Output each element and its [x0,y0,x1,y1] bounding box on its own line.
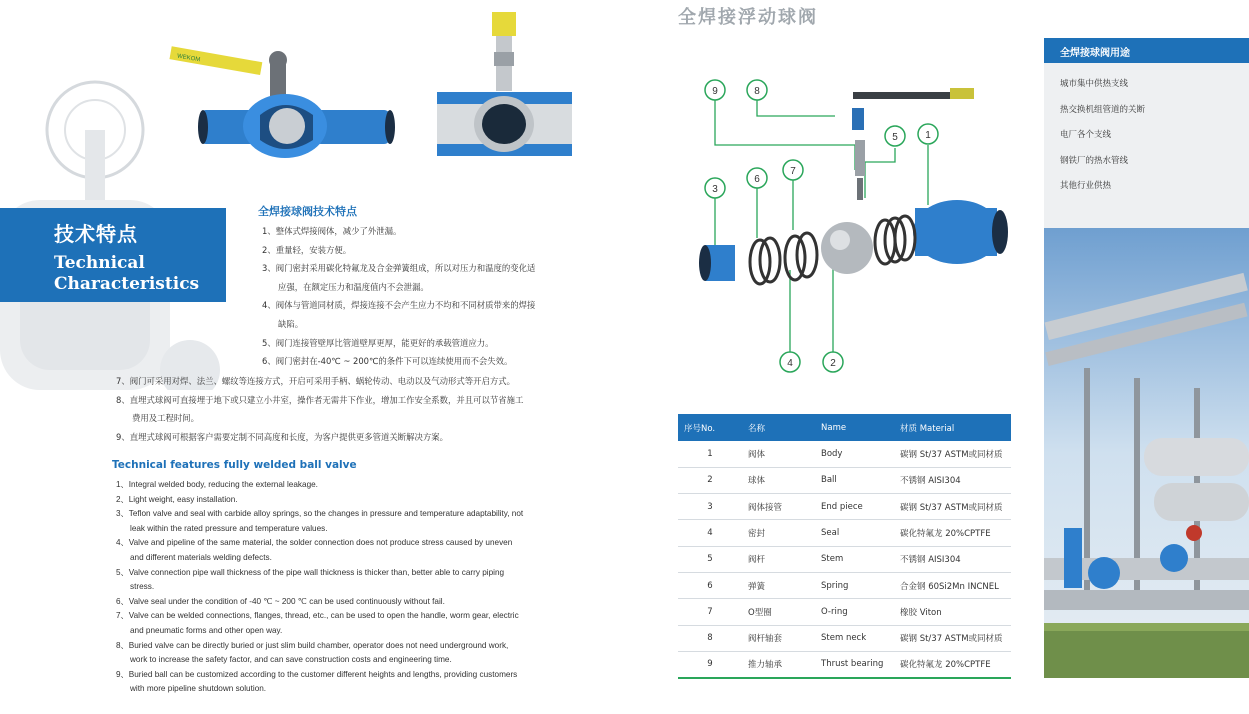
list-item-number: 1、 [116,480,129,489]
header-no: 序号No. [684,423,716,434]
list-item-text: 阀门密封在-40℃ ~ 200℃的条件下可以连续使用而不会失效。 [275,356,513,367]
list-item-number: 2、 [262,244,276,255]
list-item-number: 8、 [116,394,130,405]
cell-en-name: O-ring [815,599,894,625]
cell-no: 5 [678,546,742,572]
cell-en-name: Spring [815,572,894,598]
banner-title-en-line2: Characteristics [54,274,200,294]
list-item-number: 7、 [116,376,130,386]
cell-en-name: Seal [815,520,894,546]
list-item-continuation: stress. [130,582,155,592]
list-item-number: 4、 [116,538,129,548]
cell-material: 不锈钢 AISI304 [894,546,1011,572]
cn-feature-item [262,259,582,296]
cell-cn-name: O型圈 [742,599,815,625]
cell-no: 6 [678,572,742,598]
en-feature-item [116,595,586,610]
list-item-text: Valve connection pipe wall thickness of the pipe wall thickness is thicker than, better able to carry piping [128,567,505,577]
list-item-number: 8、 [116,640,129,650]
cn-feature-item [262,241,582,260]
leader-line-9 [715,100,855,170]
list-item-text: 阀门连接管壁厚比管道壁厚更厚，能更好的承载管道应力。 [275,337,494,348]
table-header-row [678,414,1011,441]
list-item-continuation: work to increase the safety factor, and can save construction costs and engineering time. [130,655,452,665]
list-item-text: 阀体与管道同材质，焊接连接不会产生应力不均和不同材质带来的焊接 [275,300,536,311]
en-features-list [116,478,586,697]
list-item-text: Valve seal under the condition of -40 ℃ ~ 200 ℃ can be used continuously without fail. [128,596,445,606]
cell-no: 8 [678,625,742,651]
list-item-number: 5、 [262,337,276,348]
leader-line-8 [757,100,835,116]
table-row [678,441,1011,467]
stem-part [855,140,865,176]
usage-item: 热交换机组管道的关断 [1060,104,1146,115]
en-feature-item [116,609,586,638]
list-item-continuation: leak within the rated pressure and temperature values. [130,523,328,533]
handle-grip-part [950,88,974,99]
cn-feature-item [116,372,586,391]
ball-valve-cutaway-photo [432,12,577,162]
handle-part [853,92,953,99]
en-feature-item [116,507,586,536]
callout-4: 4 [787,358,793,369]
svg-text:WEKOM: WEKOM [176,53,201,64]
cn-feature-item [262,296,582,333]
cell-material: 橡胶 Viton [894,599,1011,625]
callout-8: 8 [754,86,760,97]
list-item-number: 6、 [262,356,276,367]
usage-item: 城市集中供热支线 [1060,79,1129,89]
callout-5: 5 [892,132,898,143]
cell-cn-name: 阀体 [742,441,815,467]
cell-en-name: End piece [815,494,894,520]
cell-cn-name: 阀杆轴套 [742,625,815,651]
table-row [678,599,1011,625]
list-item-number: 3、 [262,263,276,274]
list-item-number: 6、 [116,596,129,606]
cell-material: 不锈钢 AISI304 [894,467,1011,493]
cell-material: 碳化特氟龙 20%CPTFE [894,520,1011,546]
left-page [0,0,620,714]
list-item-text: Teflon valve and seal with carbide alloy springs, so the changes in pressure and temperature adaptability, not [128,509,524,519]
usage-item: 电厂各个支线 [1060,130,1112,141]
cell-cn-name: 球体 [742,467,815,493]
cell-cn-name: 阀体接管 [742,494,815,520]
list-item-continuation: 缺陷。 [278,318,304,329]
cell-no: 7 [678,599,742,625]
leader-line-5 [865,148,895,198]
table-row [678,520,1011,546]
banner-title-en-line1: Technical [54,253,145,273]
cell-no: 3 [678,494,742,520]
list-item-number: 7、 [116,611,129,621]
right-page [620,0,1249,714]
en-feature-item [116,639,586,668]
cell-cn-name: 弹簧 [742,572,815,598]
cell-en-name: Thrust bearing [815,651,894,677]
ball-valve-product-photo [165,40,400,170]
spring-part [857,178,863,200]
list-item-text: Valve can be welded connections, flanges, thread, etc., can be used to open the handle, worm gear, electric [128,611,519,621]
list-item-text: 阀门密封采用碳化特氟龙及合金弹簧组成，所以对压力和温度的变化适 [275,263,536,274]
table-row [678,467,1011,493]
list-item-number: 3、 [116,509,129,519]
list-item-number: 9、 [116,431,130,442]
header-material: 材质 Material [900,423,955,434]
list-item-continuation: and pneumatic forms and other open way. [130,625,283,635]
technical-characteristics-banner [0,208,226,302]
cn-feature-item [262,334,582,353]
en-feature-item [116,668,586,697]
callout-3: 3 [712,184,718,195]
usage-list [1044,63,1249,205]
ball-part [821,222,873,274]
list-item-continuation: 应强，在额定压力和温度值内不会泄漏。 [278,281,429,292]
industrial-pipeline-photo [1044,228,1249,678]
cell-cn-name: 推力轴承 [742,651,815,677]
cell-material: 碳化特氟龙 20%CPTFE [894,651,1011,677]
list-item-text: 整体式焊接阀体，减少了外泄漏。 [275,226,402,236]
en-feature-item [116,493,586,508]
callout-7: 7 [790,166,796,177]
list-item-continuation: 费用及工程时间。 [132,413,199,424]
list-item-text: Light weight, easy installation. [128,494,238,504]
list-item-text: Integral welded body, reducing the external leakage. [128,480,318,489]
cell-en-name: Body [815,441,894,467]
list-item-text: 重量轻，安装方便。 [275,244,352,255]
header-en-name: Name [821,422,847,433]
cell-material: 碳钢 St/37 ASTM或同材质 [894,441,1011,467]
header-cn-name: 名称 [748,423,766,434]
cn-features-list [262,222,582,371]
table-row [678,625,1011,651]
table-row [678,494,1011,520]
callout-6: 6 [754,174,760,185]
cell-no: 2 [678,467,742,493]
cell-cn-name: 阀杆 [742,546,815,572]
usage-panel [1044,38,1249,228]
list-item-text: Buried valve can be directly buried or just slim build chamber, operator does not need underground work, [128,640,509,650]
callout-1: 1 [925,130,931,141]
cell-cn-name: 密封 [742,520,815,546]
cell-en-name: Ball [815,467,894,493]
table-row [678,546,1011,572]
usage-item: 钢铁厂的热水管线 [1060,155,1129,166]
cn-feature-item [262,222,582,241]
banner-title-cn: 技术特点 [54,222,138,246]
list-item-number: 4、 [262,300,276,311]
en-feature-item [116,478,586,493]
list-item-number: 1、 [262,226,276,236]
cn-feature-item [116,391,586,428]
cell-no: 4 [678,520,742,546]
exploded-parts-diagram [695,70,1015,380]
en-feature-item [116,566,586,595]
stem-neck-part [852,108,864,130]
usage-item: 其他行业供热 [1060,181,1112,192]
cell-en-name: Stem [815,546,894,572]
list-item-number: 5、 [116,567,129,577]
cn-features-title: 全焊接球阀技术特点 [258,205,357,218]
en-feature-item [116,536,586,565]
callout-2: 2 [830,358,836,369]
list-item-number: 9、 [116,669,129,679]
list-item-text: 阀门可采用对焊、法兰、螺纹等连接方式，开启可采用手柄、蜗轮传动、电动以及气动形式等开启方式。 [129,376,515,386]
cell-material: 碳钢 St/37 ASTM或同材质 [894,625,1011,651]
page-title: 全焊接浮动球阀 [678,7,818,28]
list-item-continuation: and different materials welding defects. [130,552,272,562]
list-item-text: 直埋式球阀可直接埋于地下或只建立小井室，操作者无需井下作业，增加工作安全系数，并且可以节省施工 [129,394,524,405]
table-row [678,651,1011,677]
list-item-number: 2、 [116,494,129,504]
cn-feature-item [262,352,582,371]
list-item-continuation: with more pipeline shutdown solution. [130,684,267,694]
en-features-title: Technical features fully welded ball valve [112,459,357,471]
usage-title: 全焊接球阀用途 [1044,38,1249,63]
cell-no: 9 [678,651,742,677]
cell-no: 1 [678,441,742,467]
cell-en-name: Stem neck [815,625,894,651]
list-item-text: Buried ball can be customized according to the customer different heights and lengths, providing customers [128,669,518,679]
list-item-text: Valve and pipeline of the same material, the solder connection does not produce stress caused by uneven [128,538,513,548]
list-item-text: 直埋式球阀可根据客户需要定制不同高度和长度，为客户提供更多管道关断解决方案。 [129,431,448,442]
callout-9: 9 [712,86,718,97]
table-row [678,572,1011,598]
cn-features-list-continued [116,372,586,446]
cn-feature-item [116,428,586,447]
cell-material: 合金钢 60Si2Mn INCNEL [894,572,1011,598]
cell-material: 碳钢 St/37 ASTM或同材质 [894,494,1011,520]
parts-material-table [678,414,1011,679]
